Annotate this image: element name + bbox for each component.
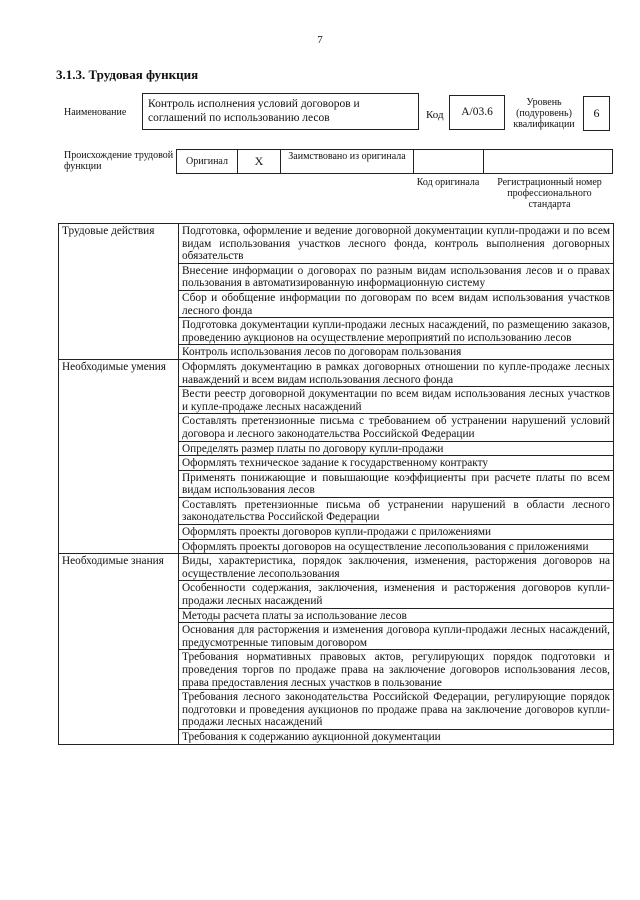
original-mark-cell: X	[237, 149, 281, 174]
section-category: Трудовые действия	[59, 224, 179, 360]
section-category: Необходимые знания	[59, 554, 179, 744]
section-item: Контроль использования лесов по договорам пользования	[179, 345, 614, 360]
section-item: Оформлять техническое задание к государственному контракту	[179, 456, 614, 471]
original-cell: Оригинал	[176, 149, 238, 174]
section-item: Основания для расторжения и изменения договора купли-продажи лесных насаждений, предусмотренные типовым договором	[179, 623, 614, 650]
code-original-label: Код оригинала	[416, 177, 480, 188]
page-number: 7	[317, 34, 323, 46]
section-item: Составлять претензионные письма с требованием об устранении нарушений условий договора и лесного законодательства Российской Федерации	[179, 414, 614, 441]
qualification-level-box: 6	[583, 96, 610, 131]
section-item: Оформлять проекты договоров купли-продажи с приложениями	[179, 525, 614, 540]
section-item: Оформлять проекты договоров на осуществление лесопользования с приложениями	[179, 539, 614, 554]
reg-number-cell	[483, 149, 613, 174]
section-item: Методы расчета платы за использование лесов	[179, 608, 614, 623]
section-item: Оформлять документацию в рамках договорных отношении по купле-продаже лесных наваждений и всем видам использования лесного фонда	[179, 359, 614, 386]
section-item: Составлять претензионные письма об устранении нарушений в области лесного законодательства Российской Федерации	[179, 497, 614, 524]
section-item: Требования лесного законодательства Российской Федерации, регулирующие порядок подготовки и проведения аукционов по продаже права на заключение договоров купли-продажи лесных насаждений	[179, 690, 614, 730]
section-item: Определять размер платы по договору купли-продажи	[179, 441, 614, 456]
section-title: 3.1.3. Трудовая функция	[56, 67, 199, 82]
table-row	[59, 554, 614, 581]
section-item: Подготовка, оформление и ведение договорной документации купли-продажи и по всем видам использования участков лесного фонда, контроль выполнения договорных обязательств	[179, 224, 614, 264]
borrowed-cell: Заимствовано из оригинала	[280, 149, 414, 174]
section-item: Применять понижающие и повышающие коэффициенты при расчете платы по всем видам использования лесов	[179, 470, 614, 497]
section-item: Вести реестр договорной документации по всем видам использования лесных участков и купле-продаже лесных насаждений	[179, 387, 614, 414]
origin-label: Происхождение трудовой функции	[64, 150, 174, 172]
section-item: Особенности содержания, заключения, изменения и расторжения договоров купли-продажи лесных насаждений	[179, 581, 614, 608]
code-label: Код	[426, 109, 444, 121]
section-item: Сбор и обобщение информации по договорам по всем видам использования участков лесного фонда	[179, 290, 614, 317]
section-item: Подготовка документации купли-продажи лесных насаждений, по размещению заказов, проведению аукционов на осуществление мероприятий по использованию лесов	[179, 318, 614, 345]
function-details-table	[58, 223, 614, 745]
name-label: Наименование	[64, 107, 127, 118]
section-item: Внесение информации о договорах по разным видам использования лесов и о правах пользования в автоматизированную информационную систему	[179, 263, 614, 290]
function-name-box: Контроль исполнения условий договоров и соглашений по использованию лесов	[142, 93, 419, 130]
table-row	[59, 359, 614, 386]
function-code-box: А/03.6	[449, 95, 505, 130]
table-row	[59, 224, 614, 264]
level-label: Уровень (подуровень) квалификации	[513, 97, 575, 130]
section-item: Требования нормативных правовых актов, регулирующих порядок подготовки и проведения торгов по продаже права на заключение договоров использования лесов, права предоставления лесных участков в пользование	[179, 650, 614, 690]
code-original-cell	[413, 149, 484, 174]
origin-row	[176, 149, 613, 174]
reg-number-label: Регистрационный номер профессионального стандарта	[497, 177, 602, 210]
section-item: Требования к содержанию аукционной документации	[179, 729, 614, 744]
section-category: Необходимые умения	[59, 359, 179, 553]
section-item: Виды, характеристика, порядок заключения, изменения, расторжения договоров на осуществление лесопользования	[179, 554, 614, 581]
